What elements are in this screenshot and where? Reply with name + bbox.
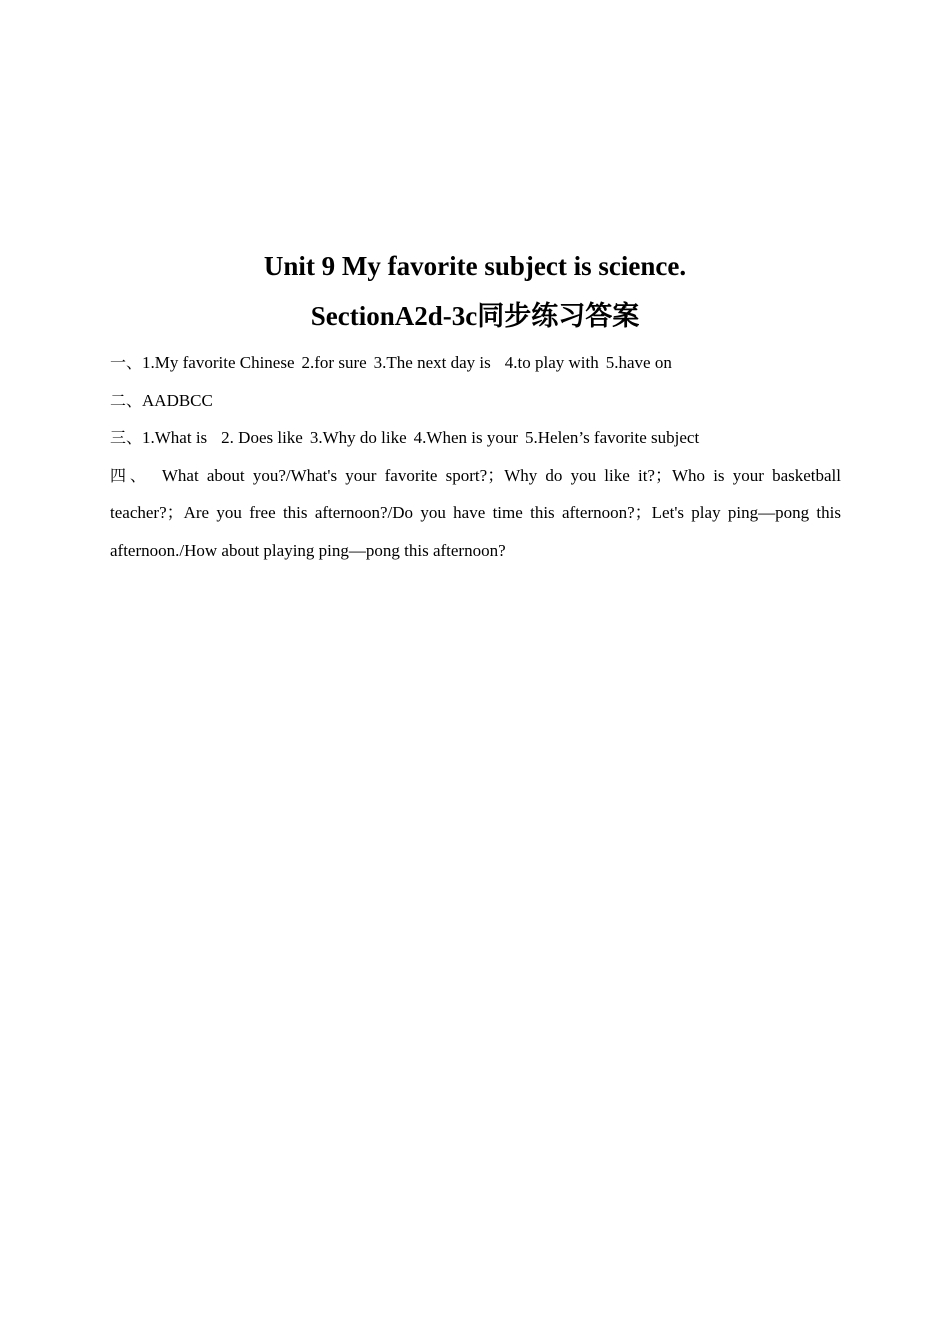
section-marker: 一、 — [110, 353, 143, 372]
title-line-2: SectionA2d-3c同步练习答案 — [310, 301, 640, 331]
answer-item: 3.Why do like — [309, 428, 407, 447]
section-marker: 二、 — [110, 390, 143, 410]
answer-item: 4.to play with — [504, 353, 599, 372]
answer-section-1 — [110, 344, 841, 382]
title-line-1: Unit 9 My favorite subject is science. — [263, 251, 687, 281]
answer-text: AADBCC — [142, 390, 213, 410]
answer-item: 2.for sure — [301, 353, 367, 372]
answer-item: 4.When is your — [413, 428, 518, 447]
answer-item: 1.My favorite Chinese — [142, 353, 295, 372]
answer-item: 5.have on — [605, 353, 672, 372]
answer-text: What about you?/What's your favorite sport?；Why do you like it?；Who is your basketball teacher?；Are you free this afternoon?/Do you have time this afternoon?；Let's play ping—pong this afternoon./How about playing ping—pong this afternoon? — [110, 465, 841, 560]
answer-section-3 — [110, 419, 841, 457]
answer-item: 5.Helen’s favorite subject — [525, 428, 700, 447]
answer-body — [110, 344, 841, 569]
section-marker: 三、 — [110, 428, 143, 447]
answer-section-2 — [110, 382, 841, 420]
answer-section-4 — [110, 457, 841, 570]
answer-item: 2. Does like — [221, 428, 303, 447]
section-marker: 四、 — [110, 465, 150, 485]
answer-item: 1.What is — [142, 428, 208, 447]
answer-item: 3.The next day is — [373, 353, 491, 372]
